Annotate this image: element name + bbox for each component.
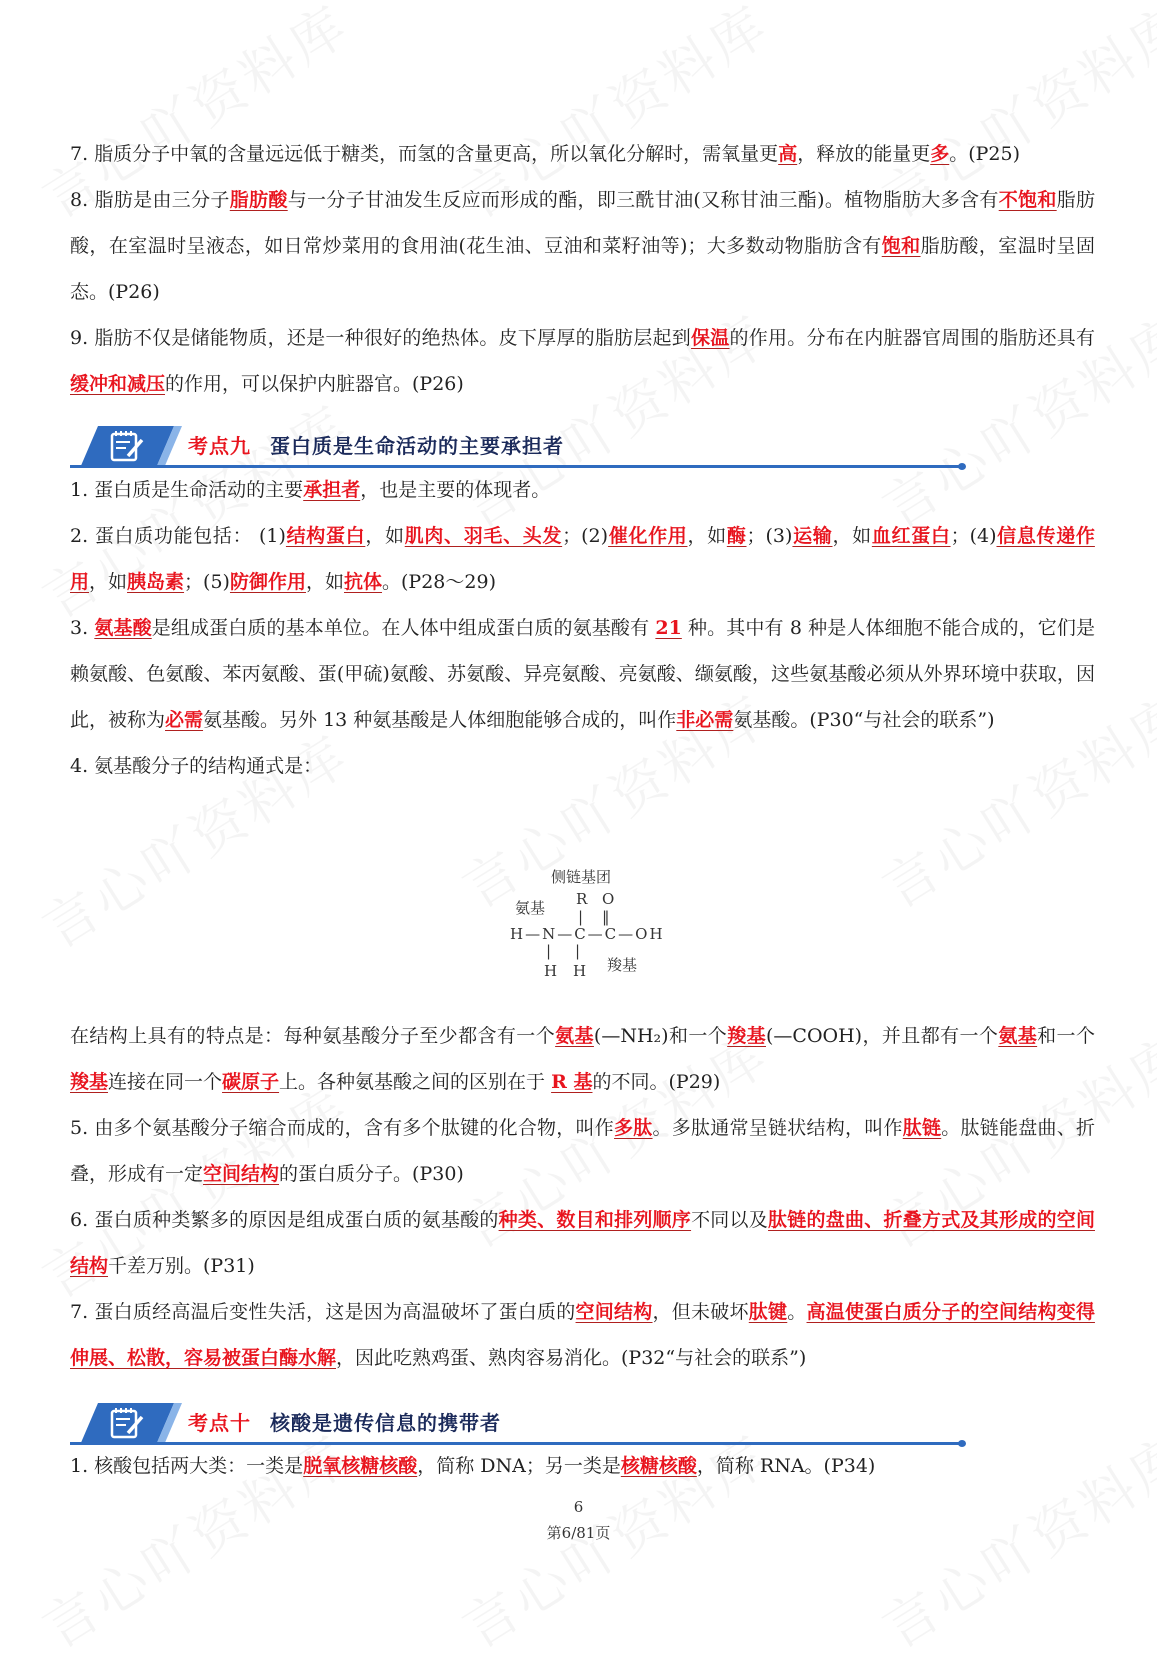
list-item — [70, 131, 1095, 177]
answer-highlight: 保温 — [691, 327, 730, 349]
body-text: ，如 — [305, 571, 344, 593]
answer-highlight: 肽键 — [748, 1301, 788, 1323]
answer-highlight: 空间结构 — [575, 1301, 653, 1323]
item-number: 7. — [70, 1301, 95, 1323]
list-item — [70, 1197, 1095, 1289]
answer-highlight: 血红蛋白 — [871, 525, 951, 547]
body-text: ，简称 RNA。(P34) — [696, 1455, 876, 1477]
body-text: ，如 — [687, 525, 727, 547]
body-text: 与一分子甘油发生反应而形成的酯，即三酰甘油(又称甘油三酯)。植物脂肪大多含有 — [287, 189, 999, 211]
bond-h2: | — [575, 942, 581, 960]
body-text: ；(3) — [746, 525, 793, 547]
amino-acid-structure-note — [70, 1013, 1095, 1105]
section-header-10 — [70, 1399, 1095, 1445]
body-text: 。(P28～29) — [382, 571, 496, 593]
answer-highlight: 肽链的盘曲、折叠方式及其形成的空间结构 — [70, 1209, 1095, 1277]
answer-highlight: 承担者 — [303, 479, 361, 501]
amino-group-label: 氨基 — [515, 899, 546, 917]
section-label: 考点十 — [188, 1411, 251, 1435]
list-item — [70, 513, 1095, 605]
section-title: 核酸是遗传信息的携带者 — [270, 1411, 501, 1435]
body-text: 是组成蛋白质的基本单位。在人体中组成蛋白质的氨基酸有 — [151, 617, 656, 639]
answer-highlight: 胰岛素 — [127, 571, 185, 593]
answer-highlight: 饱和 — [881, 235, 921, 257]
answer-highlight: 结构蛋白 — [285, 525, 366, 547]
list-item — [70, 1013, 1095, 1105]
section-title: 蛋白质是生命活动的主要承担者 — [270, 434, 564, 458]
fat-facts-list — [70, 131, 1095, 407]
body-text: 蛋白质经高温后变性失活，这是因为高温破坏了蛋白质的 — [94, 1301, 576, 1323]
answer-highlight: 肽链 — [902, 1117, 942, 1139]
answer-highlight: 高温使蛋白质分子的空间结构变得伸展、松散，容易被蛋白酶水解 — [70, 1301, 1095, 1369]
body-text: 。 — [787, 1301, 807, 1323]
answer-highlight: 空间结构 — [203, 1163, 280, 1185]
body-text: 的作用。分布在内脏器官周围的脂肪还具有 — [729, 327, 1095, 349]
body-text: 由多个氨基酸分子缩合而成的，含有多个肽键的化合物，叫作 — [94, 1117, 615, 1139]
body-text: 在结构上具有的特点是：每种氨基酸分子至少都含有一个 — [70, 1025, 556, 1047]
section-label: 考点九 — [188, 434, 251, 458]
body-text: 核酸包括两大类：一类是 — [94, 1455, 304, 1477]
body-text: 的作用，可以保护内脏器官。(P26) — [165, 373, 464, 395]
item-number: 2. — [70, 525, 95, 547]
body-text: 的不同。(P29) — [592, 1071, 721, 1093]
protein-facts-list — [70, 467, 1095, 789]
oxygen-atom: O — [602, 890, 615, 908]
notepad-pencil-icon — [70, 1399, 182, 1445]
answer-highlight: 信息传递作用 — [70, 525, 1095, 593]
answer-highlight: R 基 — [551, 1071, 593, 1093]
body-text: 千差万别。(P31) — [108, 1255, 255, 1277]
answer-highlight: 多肽 — [614, 1117, 653, 1139]
answer-highlight: 氨基酸 — [94, 617, 152, 639]
body-text: 脂肪酸，在室温时呈液态，如日常炒菜用的食用油(花生油、豆油和菜籽油等)；大多数动物脂肪含有 — [70, 189, 1095, 257]
list-item — [70, 743, 1095, 789]
answer-highlight: 碳原子 — [222, 1071, 280, 1093]
answer-highlight: 多 — [930, 143, 950, 165]
item-number: 9. — [70, 327, 95, 349]
answer-highlight: 非必需 — [676, 709, 734, 731]
body-text: 不同以及 — [691, 1209, 769, 1231]
answer-highlight: 缓冲和减压 — [70, 373, 166, 395]
answer-highlight: 不饱和 — [998, 189, 1057, 211]
answer-highlight: 必需 — [165, 709, 204, 731]
answer-highlight: 氨基 — [998, 1025, 1038, 1047]
page-counter: 第6/81页 — [546, 1524, 611, 1542]
answer-highlight: 脱氧核糖核酸 — [303, 1455, 418, 1477]
item-number: 1. — [70, 1455, 95, 1477]
hydrogen-atom-1: H — [544, 962, 558, 980]
answer-highlight: 脂肪酸 — [229, 189, 288, 211]
list-item — [70, 467, 1095, 513]
body-text: 蛋白质种类繁多的原因是组成蛋白质的氨基酸的 — [94, 1209, 499, 1231]
body-text: 。肽链能盘曲、折叠，形成有一定 — [70, 1117, 1095, 1185]
page-number: 6 — [573, 1498, 584, 1516]
body-text: ，释放的能量更 — [797, 143, 931, 165]
answer-highlight: 羧基 — [70, 1071, 109, 1093]
answer-highlight: 氨基 — [555, 1025, 594, 1047]
protein-facts-list-continued — [70, 1105, 1095, 1381]
body-text: 。(P25) — [949, 143, 1021, 165]
bond-h1: | — [546, 942, 552, 960]
body-text: (—NH₂)和一个 — [593, 1025, 728, 1047]
list-item — [70, 315, 1095, 407]
list-item — [70, 177, 1095, 315]
item-number: 1. — [70, 479, 95, 501]
answer-highlight: 酶 — [726, 525, 747, 547]
body-text: ，简称 DNA；另一类是 — [417, 1455, 621, 1477]
list-item — [70, 1105, 1095, 1197]
body-text: ，如 — [89, 571, 128, 593]
answer-highlight: 抗体 — [344, 571, 383, 593]
body-text: 种。其中有 8 种是人体细胞不能合成的，它们是赖氨酸、色氨酸、苯丙氨酸、蛋(甲硫)氨酸、苏氨酸、异亮氨酸、亮氨酸、缬氨酸，这些氨基酸必须从外界环境中获取，因此，被称为 — [70, 617, 1095, 731]
body-text: 。多肽通常呈链状结构，叫作 — [652, 1117, 903, 1139]
body-text: 上。各种氨基酸之间的区别在于 — [279, 1071, 552, 1093]
body-text: 氨基酸分子的结构通式是： — [94, 755, 323, 777]
body-text: ，如 — [832, 525, 872, 547]
body-text: 氨基酸。(P30“与社会的联系”) — [733, 709, 995, 731]
section-header-9 — [70, 422, 1095, 468]
nucleic-acid-facts-list — [70, 1443, 1095, 1489]
item-number: 5. — [70, 1117, 95, 1139]
body-text: ，如 — [365, 525, 405, 547]
body-text: ；(4) — [950, 525, 997, 547]
body-text: (—COOH)，并且都有一个 — [766, 1025, 999, 1047]
body-text: 连接在同一个 — [108, 1071, 223, 1093]
body-text: ，因此吃熟鸡蛋、熟肉容易消化。(P32“与社会的联系”) — [336, 1347, 807, 1369]
item-number: 4. — [70, 755, 95, 777]
r-group: R — [576, 890, 588, 908]
list-item — [70, 1289, 1095, 1381]
answer-highlight: 运输 — [792, 525, 833, 547]
item-number: 3. — [70, 617, 95, 639]
answer-highlight: 肌肉、羽毛、头发 — [404, 525, 563, 547]
body-text: ；(2) — [562, 525, 609, 547]
body-text: ，也是主要的体现者。 — [360, 479, 551, 501]
body-text: 脂肪是由三分子 — [94, 189, 230, 211]
answer-highlight: 种类、数目和排列顺序 — [498, 1209, 692, 1231]
carboxyl-group-label: 羧基 — [607, 956, 638, 974]
double-bond: ‖ — [602, 908, 610, 926]
item-number: 8. — [70, 189, 95, 211]
bond-r: | — [578, 908, 584, 926]
body-text: 脂肪不仅是储能物质，还是一种很好的绝热体。皮下厚厚的脂肪层起到 — [94, 327, 692, 349]
list-item — [70, 1443, 1095, 1489]
answer-highlight: 催化作用 — [608, 525, 688, 547]
list-item — [70, 605, 1095, 743]
body-text: ；(5) — [184, 571, 230, 593]
body-text: 脂肪酸，室温时呈固态。(P26) — [70, 235, 1095, 303]
item-number: 7. — [70, 143, 95, 165]
side-chain-label: 侧链基团 — [551, 868, 612, 886]
body-text: 的蛋白质分子。(P30) — [279, 1163, 464, 1185]
answer-highlight: 高 — [778, 143, 798, 165]
body-text: 脂质分子中氧的含量远远低于糖类，而氢的含量更高，所以氧化分解时，需氧量更 — [94, 143, 779, 165]
item-number: 6. — [70, 1209, 95, 1231]
answer-highlight: 防御作用 — [229, 571, 306, 593]
notepad-pencil-icon — [70, 422, 182, 468]
body-text: 蛋白质功能包括： (1) — [94, 525, 286, 547]
hydrogen-atom-2: H — [573, 962, 587, 980]
body-text: 和一个 — [1037, 1025, 1095, 1047]
main-chain: H—N—C—C—OH — [510, 925, 665, 943]
body-text: 蛋白质是生命活动的主要 — [94, 479, 304, 501]
body-text: 氨基酸。另外 13 种氨基酸是人体细胞能够合成的，叫作 — [203, 709, 677, 731]
answer-highlight: 21 — [655, 617, 682, 639]
answer-highlight: 羧基 — [727, 1025, 766, 1047]
answer-highlight: 核糖核酸 — [620, 1455, 697, 1477]
body-text: ，但未破坏 — [652, 1301, 749, 1323]
